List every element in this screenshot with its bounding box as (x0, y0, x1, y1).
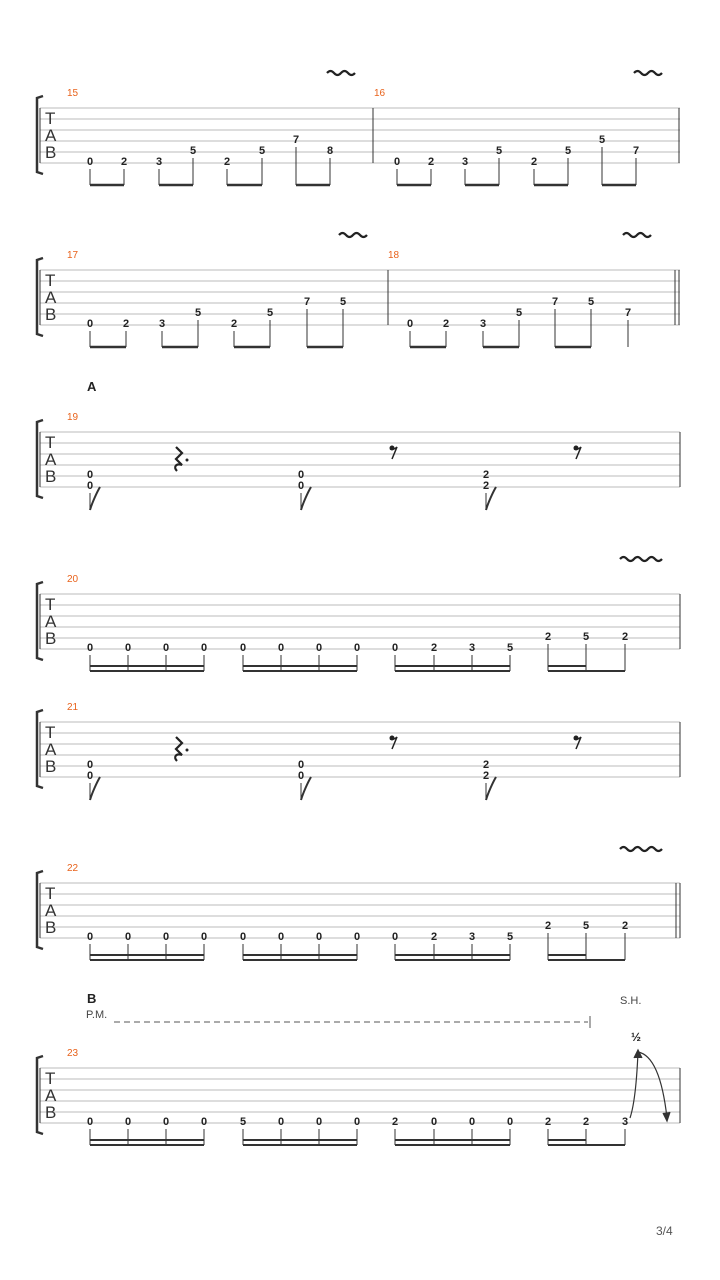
rhythm-beams (90, 147, 636, 185)
tab-note: 2 (223, 156, 231, 168)
eighth-rest (390, 446, 398, 460)
tab-note: 0 (200, 642, 208, 654)
palm-mute-label: P.M. (86, 1009, 108, 1021)
tab-note: 0 (124, 642, 132, 654)
tab-note: 2 (621, 631, 629, 643)
vibrato-marking (327, 71, 355, 75)
tab-note: 2 (120, 156, 128, 168)
tab-clef-b: B (45, 467, 57, 486)
measure-number: 15 (67, 88, 79, 99)
tab-note: 7 (624, 307, 632, 319)
tab-clef-a: A (45, 612, 57, 631)
tab-note: 7 (292, 134, 300, 146)
tab-note: 0 (315, 642, 323, 654)
tab-note: 0 (391, 642, 399, 654)
rhythm-beams (90, 309, 628, 347)
tab-clef-b: B (45, 757, 57, 776)
tab-clef-a: A (45, 1086, 57, 1105)
staff-lines (40, 722, 680, 777)
tab-note: 0 (86, 469, 94, 481)
tab-note: 0 (162, 642, 170, 654)
tab-clef-b: B (45, 305, 57, 324)
tab-note: 0 (297, 770, 305, 782)
tab-note: 2 (621, 920, 629, 932)
system-4 (37, 557, 680, 671)
vibrato-marking (620, 847, 662, 851)
tab-note: 0 (353, 1116, 361, 1128)
tab-note: 0 (86, 759, 94, 771)
tab-note: 0 (297, 759, 305, 771)
measure-number: 19 (67, 412, 79, 423)
tab-note: 5 (582, 631, 590, 643)
tab-note: 5 (506, 642, 514, 654)
eighth-rest (574, 736, 582, 750)
tab-note: 0 (277, 931, 285, 943)
tab-note: 5 (258, 145, 266, 157)
bend-amount-label: ½ (631, 1030, 642, 1044)
eighth-rest (390, 736, 398, 750)
tab-clef-t: T (45, 595, 56, 614)
tab-note: 2 (427, 156, 435, 168)
note-stems (90, 777, 496, 800)
system-5 (37, 702, 680, 800)
tab-note: 2 (482, 469, 490, 481)
tab-clef-b: B (45, 143, 57, 162)
tab-note: 2 (230, 318, 238, 330)
tab-note: 2 (122, 318, 130, 330)
tab-note: 0 (239, 931, 247, 943)
system-2 (37, 233, 680, 347)
tab-note: 0 (200, 931, 208, 943)
measure-number: 20 (67, 574, 79, 585)
tab-note: 7 (632, 145, 640, 157)
tab-note: 2 (482, 770, 490, 782)
tab-note: 0 (86, 156, 94, 168)
tab-clef-a: A (45, 288, 57, 307)
tab-note: 2 (482, 480, 490, 492)
measure-number: 16 (374, 88, 386, 99)
section-marker-b: B (87, 991, 97, 1006)
tab-note: 0 (297, 469, 305, 481)
tab-note: 0 (86, 318, 94, 330)
tab-note: 8 (326, 145, 334, 157)
tab-clef-b: B (45, 629, 57, 648)
tab-note: 5 (564, 145, 572, 157)
tab-clef-t: T (45, 271, 56, 290)
system-3 (37, 379, 680, 510)
tab-note: 0 (430, 1116, 438, 1128)
staff-lines (40, 432, 680, 487)
tab-note: 0 (315, 931, 323, 943)
tab-note: 0 (297, 480, 305, 492)
tab-note: 0 (353, 642, 361, 654)
tab-note: 5 (239, 1116, 247, 1128)
tab-note: 3 (468, 931, 476, 943)
tab-note: 5 (495, 145, 503, 157)
measure-number: 21 (67, 702, 79, 713)
tab-note: 0 (277, 1116, 285, 1128)
tab-note: 0 (393, 156, 401, 168)
tab-clef-b: B (45, 1103, 57, 1122)
tab-note: 0 (391, 931, 399, 943)
measure-number: 22 (67, 863, 79, 874)
slide-harmonic-label: S.H. (620, 995, 642, 1007)
tab-clef-b: B (45, 918, 57, 937)
tab-clef-t: T (45, 723, 56, 742)
tab-clef-t: T (45, 433, 56, 452)
tab-note: 2 (544, 1116, 552, 1128)
tab-note: 0 (124, 931, 132, 943)
tab-note: 0 (86, 770, 94, 782)
tab-note: 5 (515, 307, 523, 319)
tab-clef-a: A (45, 740, 57, 759)
eighth-rest (574, 446, 582, 460)
tab-note: 3 (468, 642, 476, 654)
tab-note: 7 (303, 296, 311, 308)
rhythm-beams (90, 1129, 625, 1145)
tab-note: 0 (506, 1116, 514, 1128)
tab-clef-t: T (45, 109, 56, 128)
tab-note: 5 (266, 307, 274, 319)
tab-clef-a: A (45, 126, 57, 145)
measure-number: 17 (67, 250, 79, 261)
tab-note: 5 (587, 296, 595, 308)
tab-note: 2 (582, 1116, 590, 1128)
vibrato-marking (339, 233, 367, 237)
dotted-quarter-rest (175, 447, 188, 471)
system-6 (37, 847, 680, 960)
tab-note: 2 (442, 318, 450, 330)
tab-note: 0 (86, 1116, 94, 1128)
tab-note: 0 (86, 931, 94, 943)
tab-note: 5 (598, 134, 606, 146)
tab-note: 3 (461, 156, 469, 168)
measure-number: 18 (388, 250, 400, 261)
tab-note: 2 (544, 920, 552, 932)
tab-clef-a: A (45, 450, 57, 469)
tab-clef-a: A (45, 901, 57, 920)
vibrato-marking (620, 557, 662, 561)
tab-note: 0 (277, 642, 285, 654)
tab-note: 2 (430, 931, 438, 943)
tab-note: 7 (551, 296, 559, 308)
tab-note: 2 (430, 642, 438, 654)
tab-note: 0 (239, 642, 247, 654)
measure-number: 23 (67, 1048, 79, 1059)
tab-note: 0 (200, 1116, 208, 1128)
tab-note: 0 (86, 642, 94, 654)
tab-note: 5 (506, 931, 514, 943)
tab-note: 0 (86, 480, 94, 492)
tab-note: 0 (406, 318, 414, 330)
tab-clef-t: T (45, 884, 56, 903)
tab-note: 3 (158, 318, 166, 330)
tab-note: 3 (479, 318, 487, 330)
staff-lines (40, 270, 680, 325)
tab-note: 5 (194, 307, 202, 319)
tab-note: 0 (124, 1116, 132, 1128)
system-7 (37, 991, 680, 1145)
tab-note: 0 (162, 1116, 170, 1128)
staff-lines (40, 108, 680, 163)
tab-note: 3 (621, 1116, 629, 1128)
bend-release-arrow (630, 1050, 670, 1121)
tab-note: 2 (544, 631, 552, 643)
tab-note: 0 (162, 931, 170, 943)
vibrato-marking (623, 233, 651, 237)
dotted-quarter-rest (175, 737, 188, 761)
tab-note: 2 (530, 156, 538, 168)
tab-note: 2 (482, 759, 490, 771)
system-1 (37, 71, 680, 185)
tab-clef-t: T (45, 1069, 56, 1088)
tab-note: 0 (468, 1116, 476, 1128)
tab-note: 0 (353, 931, 361, 943)
vibrato-marking (634, 71, 662, 75)
staff-lines (40, 1068, 680, 1123)
tab-note: 5 (189, 145, 197, 157)
tab-note: 3 (155, 156, 163, 168)
tab-note: 2 (391, 1116, 399, 1128)
page-number: 3/4 (656, 1224, 673, 1238)
note-stems (90, 487, 496, 510)
tab-note: 5 (582, 920, 590, 932)
section-marker-a: A (87, 379, 97, 394)
tab-note: 5 (339, 296, 347, 308)
tab-note: 0 (315, 1116, 323, 1128)
